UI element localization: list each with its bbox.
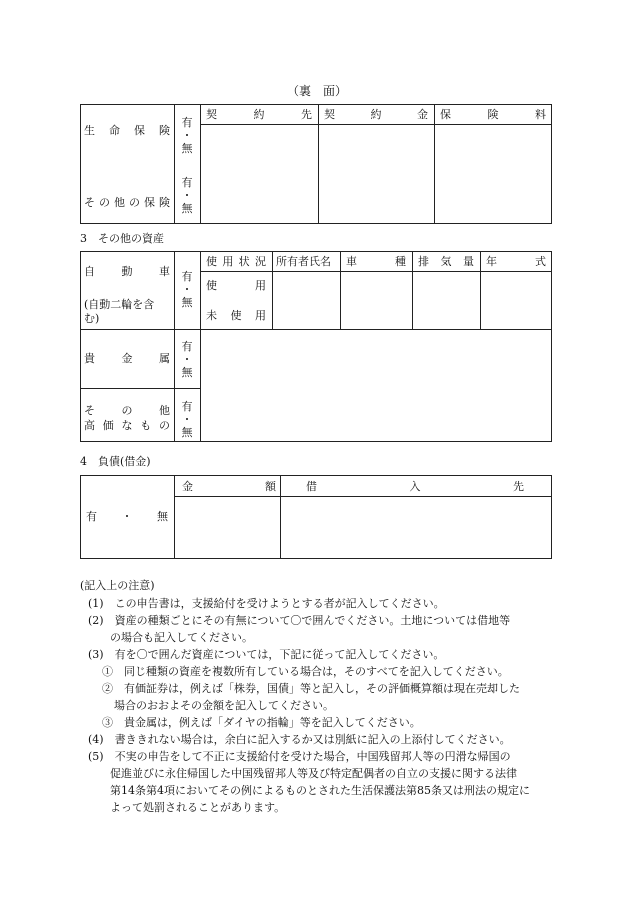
header-amount: 金 額 (182, 480, 276, 493)
header-lender: 借 入 先 (306, 480, 524, 493)
header-model-year: 年 式 (486, 255, 546, 268)
car-sub-line1: (自動二輪を含 (84, 298, 155, 311)
note-3-2: ② 有価証券は，例えば「株券，国債」等と記入し，その評価概算額は現在売却した (102, 682, 520, 695)
header-contract-amount: 契 約 金 (324, 108, 428, 121)
car-yes-no: 有 ・ 無 (181, 270, 193, 309)
car-sub-line2: む) (84, 312, 100, 325)
note-5: (5) 不実の申告をして不正に支援給付を受けた場合，中国残留邦人等の円滑な帰国の (88, 750, 511, 763)
note-3-2-cont: 場合のおおよその金額を記入してください。 (114, 699, 334, 712)
other-insurance-yes-no: 有 ・ 無 (181, 176, 193, 215)
metal-yes-no: 有 ・ 無 (181, 340, 193, 379)
note-5-cont2: 第14条第4項においてその例によるものとされた生活保護法第85条又は刑法の規定に (110, 784, 530, 797)
note-2-cont: の場合も記入してください。 (110, 631, 253, 644)
section4-title: 4 負債(借金) (80, 455, 151, 468)
note-2: (2) 資産の種類ごとにその有無について〇で囲んでください。土地については借地等 (88, 614, 511, 627)
header-contractor: 契 約 先 (206, 108, 312, 121)
other-valuables-line2: 高 価 な も の (84, 419, 170, 432)
other-yes-no: 有 ・ 無 (181, 400, 193, 439)
car-label: 自 動 車 (84, 265, 170, 278)
life-insurance-yes-no: 有 ・ 無 (181, 116, 193, 155)
note-3: (3) 有を〇で囲んだ資産については，下記に従って記入してください。 (88, 648, 445, 661)
life-insurance-label: 生 命 保 険 (84, 124, 170, 137)
header-car-type: 車 種 (346, 255, 406, 268)
note-1: (1) この申告書は，支援給付を受けようとする者が記入してください。 (88, 597, 445, 610)
header-usage: 使 用 状 況 (206, 255, 266, 268)
other-insurance-label: そ の 他 の 保 険 (84, 196, 170, 209)
note-3-3: ③ 貴金属は，例えば「ダイヤの指輪」等を記入してください。 (102, 716, 421, 729)
header-owner-name: 所有者氏名 (276, 255, 331, 268)
other-valuables-line1: そ の 他 (84, 404, 170, 417)
debt-yes-no: 有 ・ 無 (86, 510, 168, 523)
notes-title: (記入上の注意) (80, 579, 155, 592)
note-5-cont1: 促進並びに永住帰国した中国残留邦人等及び特定配偶者の自立の支援に関する法律 (110, 767, 517, 780)
usage-unused: 未 使 用 (206, 309, 266, 322)
usage-used: 使 用 (206, 279, 266, 292)
note-3-1: ① 同じ種類の資産を複数所有している場合は，そのすべてを記入してください。 (102, 665, 509, 678)
section3-title: 3 その他の資産 (80, 232, 164, 245)
header-displacement: 排 気 量 (418, 255, 474, 268)
note-5-cont3: よって処罰されることがあります。 (110, 801, 286, 814)
header-premium: 保 険 料 (440, 108, 546, 121)
note-4: (4) 書ききれない場合は，余白に記入するか又は別紙に記入の上添付してください。 (88, 733, 511, 746)
precious-metal-label: 貴 金 属 (84, 352, 170, 365)
page-heading: （裏 面） (287, 84, 348, 98)
